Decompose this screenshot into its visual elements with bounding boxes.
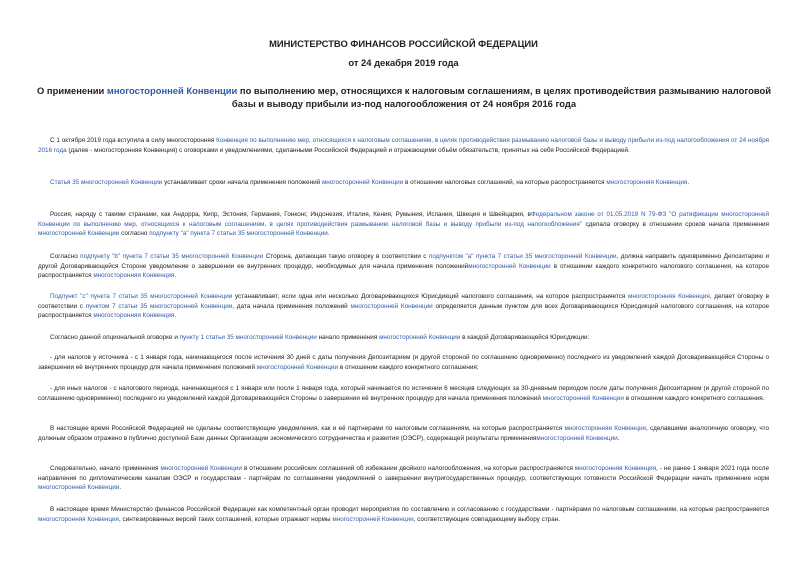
convention-link[interactable]: многосторонняя Конвенция (93, 272, 175, 280)
convention-link[interactable]: многосторонней Конвенции (256, 363, 339, 371)
convention-link[interactable]: многосторонней Конвенции (160, 465, 242, 472)
convention-link[interactable]: многосторонней Конвенции (468, 262, 551, 270)
paragraph-7: - для налогов у источника - с 1 января года, начинающегося после истечения 30 дней с даты получения Депозитарием (и другой стороной по соглашению одновременно) последнего из уведомлений каждой Договаривающейся Стороны о завершении её внутренних процедур для начала применения положений многосторонней Конвенции в отношении каждого конкретного соглашения; (38, 354, 769, 371)
convention-link[interactable]: многосторонней Конвенции (542, 394, 624, 402)
convention-link[interactable]: многосторонняя Конвенция (38, 515, 119, 523)
convention-link[interactable]: Конвенция по выполнению мер, относящихся к налоговым соглашениям, в целях противодействия размыванию налоговой базы и выводу прибыли из-под налогообложения от 24 ноября 2016 года (38, 137, 769, 154)
paragraph-4: Согласно подпункту "b" пункта 7 статьи 35 многосторонней Конвенции Сторона, делающая такую оговорку в соответствии с подпунктом "а" пункта 7 статьи 35 многосторонней Конвенции, должна направить одновременно Депозитарию и другой Договаривающейся Стороне уведомление о завершении ее внутренних процедур, необходимых для начала применения положениймногосторонней Конвенции в отношении каждого конкретного налогового соглашения, на которое распространяется многосторонняя Конвенция. (38, 253, 770, 280)
convention-link[interactable]: многосторонней Конвенции (321, 179, 404, 186)
convention-link[interactable]: многосторонней Конвенции (332, 515, 414, 523)
convention-link[interactable]: многосторонняя Конвенция (564, 425, 646, 432)
document-date: от 24 декабря 2019 года (348, 57, 459, 68)
paragraph-1: С 1 октября 2019 года вступила в силу многосторонняя Конвенция по выполнению мер, относящихся к налоговым соглашениям, в целях противодействия размыванию налоговой базы и выводу прибыли из-под налогообложения от 24 ноября 2016 года (далее - многосторонняя Конвенция) с оговорками и уведомлениями, сделанными Российской Федерацией и отражающими объём обязательств, принятых на себя Российской Федерацией. (38, 137, 769, 154)
paragraph-10: Следовательно, начало применения многосторонней Конвенции в отношении российских соглашений об избежании двойного налогообложения, на которые распространяется многосторонняя Конвенция, - не ранее 1 января 2021 года после направления по дипломатическим каналам ОЭСР и государствам - партнёрам по соглашениям уведомлений о завершении внутригосударственных процедур, соответствующих готовности Российской Федерации начать применение норм многосторонней Конвенции. (38, 465, 769, 492)
convention-link[interactable]: многосторонняя Конвенция (574, 465, 657, 472)
convention-link[interactable]: многосторонней Конвенции (536, 434, 618, 442)
paragraph-9: В настоящее время Российской Федерацией не сделаны соответствующие уведомления, как и её партнерами по налоговым соглашениям, на которые распространяется многосторонняя Конвенция, сделавшими аналогичную оговорку, что должным образом отражено в публично доступной Базе данных Организации экономического сотрудничества и развития (ОЭСР), содержащей результаты применениямногосторонней Конвенции. (38, 425, 769, 442)
subparagraph-b-link[interactable]: подпункту "b" пункта 7 статьи 35 многосторонней Конвенции (80, 253, 264, 260)
subparagraph-a-link[interactable]: подпункту "а" пункта 7 статьи 35 многосторонней Конвенции (149, 230, 328, 238)
paragraph-5: Подпункт "с" пункта 7 статьи 35 многосторонней Конвенции устанавливает, если одна или несколько Договаривающихся Юрисдикций налогового соглашения, на которое распространяется многосторонняя Конвенция, делает оговорку в соответствии с пунктом 7 статьи 35 многосторонней Конвенции, дата начала применения положений многосторонней Конвенции определяется данным пунктом для всех Договаривающихся Юрисдикций налогового соглашения, на которое распространяется многосторонняя Конвенция. (38, 293, 769, 320)
subparagraph-a-link[interactable]: подпунктом "а" пункта 7 статьи 35 многосторонней Конвенции (428, 253, 617, 260)
article-35-link[interactable]: Статья 35 многосторонней Конвенции (50, 179, 163, 186)
federal-law-link[interactable]: Федеральном законе от 01.05.2019 N 79-ФЗ "О ратификации многосторонней Конвенции по выполнению мер, относящихся к налоговым соглашениям, в целях противодействия размыванию налоговой базы и выводу прибыли из-под налогообложения" (38, 211, 769, 228)
convention-link[interactable]: многосторонней Конвенции (38, 484, 120, 492)
convention-link[interactable]: многосторонняя Конвенция (606, 179, 688, 186)
paragraph-3: Россия, наряду с такими странами, как Андорра, Кипр, Эстония, Германия, Гонконг, Индонезия, Италия, Кения, Румыния, Испания, Швеция и Швейцария, вФедеральном законе от 01.05.2019 N 79-ФЗ "О ратификации многосторонней Конвенции по выполнению мер, относящихся к налоговым соглашениям, в целях противодействия размыванию налоговой базы и выводу прибыли из-под налогообложения" сделала оговорку в отношении сроков начала применения многосторонней Конвенции согласно подпункту "а" пункта 7 статьи 35 многосторонней Конвенции. (38, 211, 769, 238)
convention-link[interactable]: многосторонняя Конвенция (627, 293, 710, 300)
subparagraph-c-link[interactable]: Подпункт "с" пункта 7 статьи 35 многосторонней Конвенции (50, 293, 233, 300)
document-title: О применении многосторонней Конвенции по выполнению мер, относящихся к налоговым соглашениям, в целях противодействия размыванию налоговой базы и выводу прибыли из-под налогообложения от 24 ноября 2016 года (37, 85, 771, 109)
convention-link[interactable]: многосторонняя Конвенция (93, 312, 175, 320)
paragraph-1-link[interactable]: пункту 1 статьи 35 многосторонней Конвенции (179, 334, 317, 341)
title-convention-link[interactable]: многосторонней Конвенции (106, 85, 238, 96)
paragraph-8: - для иных налогов - с налогового периода, начинающегося с 1 января или после 1 января года, который начинается по истечении 6 месяцев следующих за 30-дневным периодом после даты получения Депозитарием (и другой стороной по соглашению одновременно) последнего из уведомлений каждой Договаривающейся Стороны о завершении её внутренних процедур для начала применения положений многосторонней Конвенции в отношении каждого конкретного соглашения. (38, 385, 769, 402)
paragraph-11: В настоящее время Министерство финансов Российской Федерации как компетентный орган проводит мероприятия по составлению и согласованию с государствами - партнёрами по налоговым соглашениям, на которые распространяется многосторонняя Конвенция, синтезированных версий таких соглашений, которые отражают нормы многосторонней Конвенции, соответствующие совпадающему выбору стран. (38, 506, 769, 523)
convention-link[interactable]: многосторонней Конвенции (350, 302, 433, 310)
ministry-heading: МИНИСТЕРСТВО ФИНАНСОВ РОССИЙСКОЙ ФЕДЕРАЦИИ (269, 38, 538, 49)
paragraph-2: Статья 35 многосторонней Конвенции устанавливает сроки начала применения положений многосторонней Конвенции в отношении налоговых соглашений, на которые распространяется многосторонняя Конвенция. (50, 179, 690, 186)
paragraph-6: Согласно данной опциональной оговорке и пункту 1 статьи 35 многосторонней Конвенции начало применения многосторонней Конвенции в каждой Договаривающейся Юрисдикции: (50, 334, 590, 341)
convention-link[interactable]: многосторонней Конвенции (379, 334, 461, 341)
paragraph-7-link[interactable]: пунктом 7 статьи 35 многосторонней Конвенции (85, 302, 233, 310)
convention-link[interactable]: многосторонней Конвенции (38, 230, 120, 238)
